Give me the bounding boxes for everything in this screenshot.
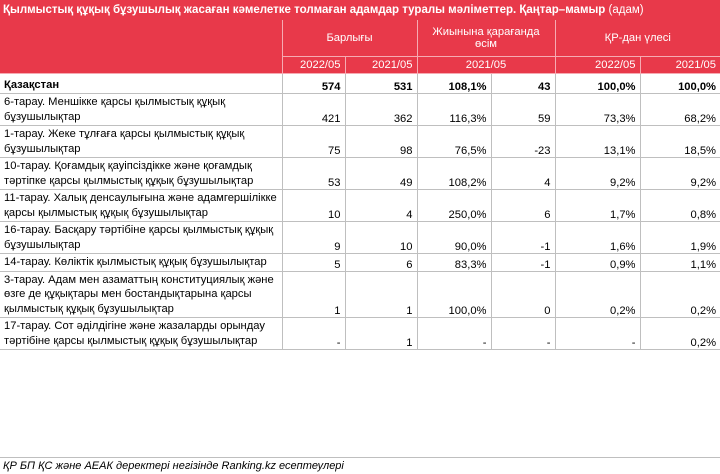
cell-count-2021: 10 (345, 222, 417, 254)
table-row (0, 94, 720, 126)
row-label: 17-тарау. Сот әділдігіне және жазаларды орындау тәртібіне қарсы қылмыстық құқық бұзушылықтар (0, 318, 282, 350)
table-title (0, 0, 720, 20)
header-year: 2021/05 (345, 57, 417, 74)
cell-growth-diff: -23 (491, 126, 555, 158)
table-row (0, 126, 720, 158)
cell-share-2021: 18,5% (640, 126, 720, 158)
cell-count-2021: 6 (345, 254, 417, 272)
cell-share-2022: 9,2% (555, 158, 640, 190)
cell-count-2021: 98 (345, 126, 417, 158)
cell-count-2022: - (282, 318, 345, 350)
cell-count-2022: 9 (282, 222, 345, 254)
header-year: 2022/05 (282, 57, 345, 74)
cell-growth-pct: 90,0% (417, 222, 491, 254)
cell-share-2021: 1,9% (640, 222, 720, 254)
row-label: 16-тарау. Басқару тәртібіне қарсы қылмыстық құқық бұзушылықтар (0, 222, 282, 254)
cell-growth-diff: -1 (491, 254, 555, 272)
cell-share-2021: 100,0% (640, 74, 720, 94)
cell-count-2022: 574 (282, 74, 345, 94)
table-row (0, 318, 720, 350)
cell-growth-diff: 0 (491, 271, 555, 318)
cell-count-2022: 1 (282, 271, 345, 318)
cell-share-2022: - (555, 318, 640, 350)
header-total-group: Барлығы (282, 20, 417, 57)
cell-share-2022: 0,2% (555, 271, 640, 318)
table-row (0, 158, 720, 190)
cell-growth-diff: 59 (491, 94, 555, 126)
cell-growth-pct: 108,2% (417, 158, 491, 190)
cell-count-2021: 531 (345, 74, 417, 94)
cell-share-2021: 0,2% (640, 271, 720, 318)
cell-share-2022: 13,1% (555, 126, 640, 158)
cell-count-2021: 49 (345, 158, 417, 190)
cell-count-2021: 4 (345, 190, 417, 222)
cell-share-2021: 0,8% (640, 190, 720, 222)
row-label: Қазақстан (0, 74, 282, 94)
cell-share-2022: 1,6% (555, 222, 640, 254)
cell-count-2021: 1 (345, 271, 417, 318)
cell-growth-pct: 76,5% (417, 126, 491, 158)
row-label: 1-тарау. Жеке тұлғаға қарсы қылмыстық құқық бұзушылықтар (0, 126, 282, 158)
cell-growth-pct: - (417, 318, 491, 350)
cell-share-2022: 100,0% (555, 74, 640, 94)
cell-count-2021: 362 (345, 94, 417, 126)
cell-share-2022: 73,3% (555, 94, 640, 126)
cell-count-2022: 75 (282, 126, 345, 158)
header-growth-group: Жиынына қарағанда өсім (417, 20, 555, 57)
header-blank-cell (0, 20, 282, 74)
total-row (0, 74, 720, 94)
header-year: 2021/05 (640, 57, 720, 74)
title-unit: (адам) (608, 4, 644, 16)
cell-share-2022: 0,9% (555, 254, 640, 272)
cell-share-2022: 1,7% (555, 190, 640, 222)
header-group-row (0, 20, 720, 57)
cell-count-2021: 1 (345, 318, 417, 350)
source-note: ҚР БП ҚС және АЕАК деректері негізінде Ranking.kz есептеулері (0, 457, 720, 474)
row-label: 14-тарау. Көліктік қылмыстық құқық бұзушылықтар (0, 254, 282, 272)
cell-count-2022: 10 (282, 190, 345, 222)
table-row (0, 254, 720, 272)
cell-count-2022: 53 (282, 158, 345, 190)
cell-growth-diff: - (491, 318, 555, 350)
cell-growth-diff: 6 (491, 190, 555, 222)
cell-growth-diff: -1 (491, 222, 555, 254)
cell-count-2022: 5 (282, 254, 345, 272)
table-row (0, 222, 720, 254)
header-year: 2021/05 (417, 57, 555, 74)
data-table (0, 20, 720, 350)
row-label: 11-тарау. Халық денсаулығына және адамгершілікке қарсы қылмыстық құқық бұзушылықтар (0, 190, 282, 222)
cell-count-2022: 421 (282, 94, 345, 126)
cell-share-2021: 9,2% (640, 158, 720, 190)
header-year: 2022/05 (555, 57, 640, 74)
table-row (0, 271, 720, 318)
title-text: Қылмыстық құқық бұзушылық жасаған кәмелетке толмаған адамдар туралы мәліметтер. Қаңтар–мамыр (3, 4, 606, 16)
row-label: 10-тарау. Қоғамдық қауіпсіздікке және қоғамдық тәртіпке қарсы қылмыстық құқық бұзушылықтар (0, 158, 282, 190)
cell-growth-pct: 100,0% (417, 271, 491, 318)
row-label: 6-тарау. Меншікке қарсы қылмыстық құқық бұзушылықтар (0, 94, 282, 126)
table-row (0, 190, 720, 222)
cell-share-2021: 0,2% (640, 318, 720, 350)
cell-growth-pct: 83,3% (417, 254, 491, 272)
cell-growth-pct: 250,0% (417, 190, 491, 222)
cell-share-2021: 68,2% (640, 94, 720, 126)
cell-growth-diff: 4 (491, 158, 555, 190)
cell-growth-pct: 108,1% (417, 74, 491, 94)
cell-share-2021: 1,1% (640, 254, 720, 272)
cell-growth-diff: 43 (491, 74, 555, 94)
row-label: 3-тарау. Адам мен азаматтың конституциялық және өзге де құқықтары мен бостандықтарына қарсы қылмыстық құқық бұзушылықтар (0, 271, 282, 318)
cell-growth-pct: 116,3% (417, 94, 491, 126)
header-share-group: ҚР-дан үлесі (555, 20, 720, 57)
